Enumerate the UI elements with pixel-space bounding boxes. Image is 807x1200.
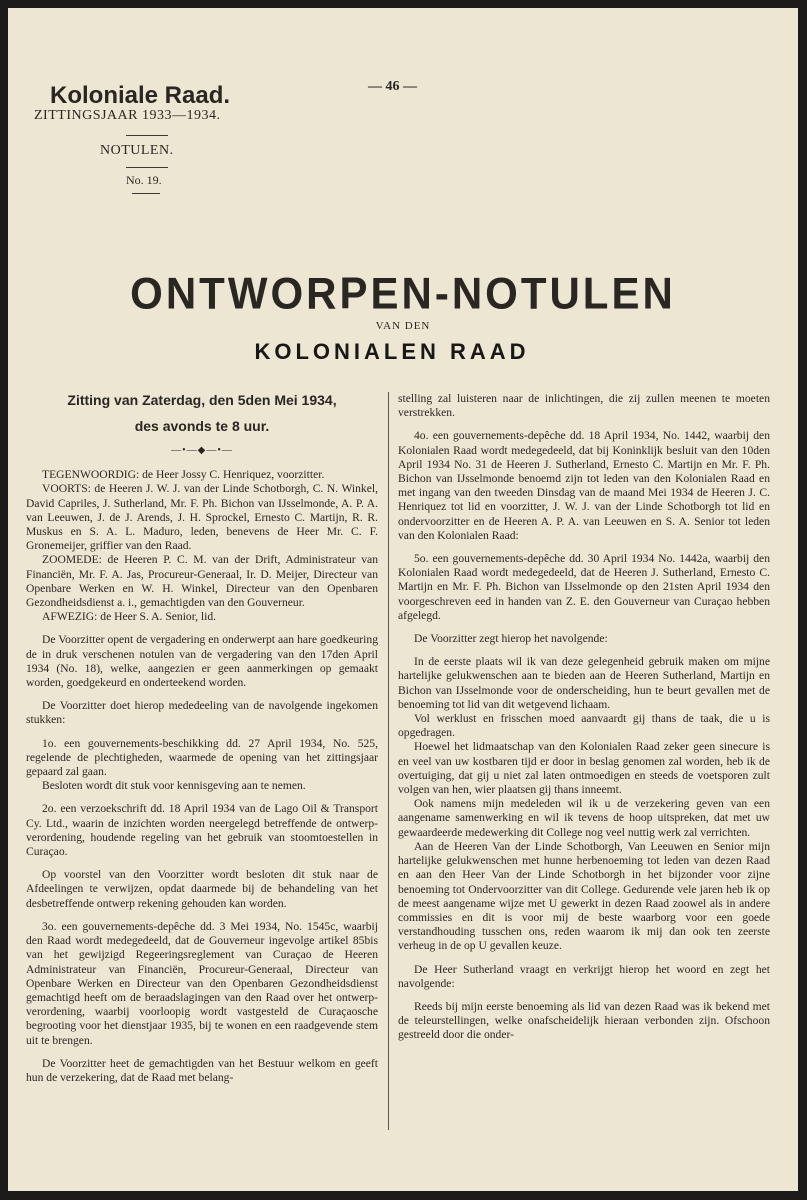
right-column (398, 392, 770, 1043)
paragraph: Op voorstel van den Voorzitter wordt besloten dit stuk naar de Afdeelingen te verwijzen, opdat daarmede bij de behandeling van het desbetreffende ontwerp rekening gehouden kan worden. (26, 868, 378, 910)
paragraph: De Heer Sutherland vraagt en verkrijgt hierop het woord en zegt het navolgende: (398, 962, 770, 990)
paragraph: De Voorzitter opent de vergadering en onderwerpt aan hare goedkeuring de in druk verschenen notulen van de vergadering van den 17den April 1934 (No. 18), welke, aangezien er geen aanmerkingen op gemaakt worden, goedgekeurd en onderteekend worden. (26, 633, 378, 690)
paragraph: Vol werklust en frisschen moed aanvaardt gij thans de taak, die u is opgedragen. (398, 712, 770, 740)
paragraph: stelling zal luisteren naar de inlichtingen, die zij zullen meenen te moeten verstrekken. (398, 392, 770, 420)
session-year: ZITTINGSJAAR 1933—1934. (34, 108, 221, 123)
paragraph: 5o. een gouvernements-depêche dd. 30 April 1934 No. 1442a, waarbij den Kolonialen Raad wordt medegedeeld, dat de Heeren J. Sutherland, Ernesto C. Martijn en Mr. F. Ph. Bichon van IJsselmonde op den 21sten April 1934 den voorgeschreven eed in handen van Z. E. den Gouverneur van Curaçao hebben afgelegd. (398, 552, 770, 622)
paragraph: De Voorzitter doet hierop mededeeling van de navolgende ingekomen stukken: (26, 699, 378, 727)
raad-name-banner: KOLONIALEN RAAD (254, 339, 530, 364)
paragraph: TEGENWOORDIG: de Heer Jossy C. Henriquez, voorzitter. (42, 468, 325, 482)
header-title: Koloniale Raad. (50, 82, 231, 109)
paragraph: Aan de Heeren Van der Linde Schotborgh, Van Leeuwen en Senior mijn hartelijke gelukwenschen met hunne herbenoeming tot leden van dezen Raad en aan den Heer Van der Linde Schotborgh in het bijzonder voor zijne benoeming tot Ondervoorzitter van dit College. Gedurende vele jaren heb ik op de meest aangename wijze met U gewerkt in dezen Raad zoowel als in andere commissies en dit is voor mij de beste waarborg voor een goede verstandhouding tusschen ons, reden waarom ik mij dan ook ten zeerste verheug in de op U gevallen keuze. (398, 839, 770, 953)
section-label: NOTULEN. (100, 143, 174, 158)
column-divider (388, 392, 389, 1130)
page-number: — 46 — (368, 79, 417, 94)
header-divider (126, 167, 168, 168)
main-title: ONTWORPEN-NOTULEN (130, 268, 676, 319)
paragraph: AFWEZIG: de Heer S. A. Senior, lid. (42, 610, 217, 624)
paragraph: VOORTS: de Heeren J. W. J. van der Linde Schotborgh, C. N. Winkel, David Capriles, J. Sutherland, Mr. F. Ph. Bichon van IJsselmonde, A. P. A. van Leeuwen, J. de J. Arends, J. H. Sprockel, Ernesto C. Martijn, R. R. Muskus en S. A. L. Maduro, leden, benevens de Heer Mr. C. F. Gronemeijer, griffier van den Raad. (26, 482, 378, 553)
paragraph: De Voorzitter heet de gemachtigden van het Bestuur welkom en geeft hun de verzekering, dat de Raad met belang- (26, 1056, 378, 1084)
paragraph: 1o. een gouvernements-beschikking dd. 27 April 1934, No. 525, regelende de plechtigheden, waarmede de opening van het zittingsjaar gepaard zal gaan. (26, 736, 378, 779)
paragraph: 2o. een verzoekschrift dd. 18 April 1934 van de Lago Oil & Transport Cy. Ltd., waarin de inzichten worden neergelegd betreffende de ontwerp-verordening, houdende regeling van het gebruik van stoomtoestellen in Curaçao. (26, 802, 378, 859)
left-column (26, 392, 378, 1094)
paragraph: De Voorzitter zegt hierop het navolgende: (414, 632, 608, 646)
paragraph: Hoewel het lidmaatschap van den Kolonialen Raad zeker geen sinecure is en veel van uw kostbaren tijd er door in beslag genomen zal worden, heb ik de overtuiging, dat gij u niet zal laten ontmoedigen en steeds de voetsporen zult volgen van hen, wier plaatsen gij thans inneemt. (398, 740, 770, 797)
header-divider (132, 193, 160, 194)
sitting-line-2: des avonds te 8 uur. (134, 418, 270, 434)
sitting-line-1: Zitting van Zaterdag, den 5den Mei 1934, (67, 392, 337, 408)
paragraph: ZOOMEDE: de Heeren P. C. M. van der Drift, Administrateur van Financiën, Mr. F. A. Jas, Procureur-Generaal, Ir. D. Meijer, Directeur van Openbare Werken en W. H. Winkel, Directeur van den Openbaren Gezondheidsdienst a. i., gemachtigden van den Gouverneur. (26, 553, 378, 610)
paragraph: Besloten wordt dit stuk voor kennisgeving aan te nemen. (42, 779, 306, 793)
paragraph: In de eerste plaats wil ik van deze gelegenheid gebruik maken om mijne hartelijke gelukwenschen aan te bieden aan de Heeren Sutherland, Martijn en Bichon van IJsselmonde voor de onderscheiding, hun te beurt gevallen met de benoeming tot lid van dit wetgevend lichaam. (398, 655, 770, 711)
paragraph: Reeds bij mijn eerste benoeming als lid van dezen Raad was ik bekend met de teleurstellingen, welke onafscheidelijk hieraan verbonden zijn. Ofschoon gestreeld door die onder- (398, 999, 770, 1042)
document-number: No. 19. (126, 173, 162, 187)
document-page (8, 8, 798, 1191)
header-divider (126, 135, 168, 136)
subtitle-van-den: VAN DEN (375, 320, 431, 332)
paragraph: 3o. een gouvernements-depêche dd. 3 Mei 1934, No. 1545c, waarbij den Raad wordt medegedeeld, dat de Gouverneur ingevolge artikel 85bis van het gewijzigd Regeeringsreglement van Curaçao de Heeren Administrateur van Financiën, Procureur-Generaal, Directeur van Openbare Werken en Directeur van den Openbaren Gezondheidsdienst gemachtigd heeft om de beraadslagingen van den Raad over het ontwerp-verordening, waarbij voorloopig wordt vastgesteld de Curaçaosche begrooting voor het dienstjaar 1935, bij te wonen en een raadgevende stem uit te brengen. (26, 919, 378, 1047)
ornament-divider: —•—◆—•— (171, 445, 233, 456)
paragraph: 4o. een gouvernements-depêche dd. 18 April 1934, No. 1442, waarbij den Kolonialen Raad wordt medegedeeld, dat bij Koninklijk besluit van den 10den April 1934 No. 31 de Heeren J. Sutherland, Ernesto C. Martijn en Mr. F. Ph. Bichon van IJsselmonde benoemd zijn tot leden van den Kolonialen Raad en met ingang van den tweeden Dinsdag van de maand Mei 1934 de Heeren J. C. Henriquez tot lid en voorzitter, J. W. J. van der Linde Schotborgh tot lid en ondervoorzitter en de Heeren A. P. A. van Leeuwen en S. A. Senior tot leden van den Kolonialen Raad: (398, 429, 770, 542)
paragraph: Ook namens mijn medeleden wil ik u de verzekering geven van een aangename samenwerking en wil ik tevens de hoop uitspreken, dat met uw gewaardeerde medewerking dit College nog veel nuttig werk zal verrichten. (398, 797, 770, 839)
